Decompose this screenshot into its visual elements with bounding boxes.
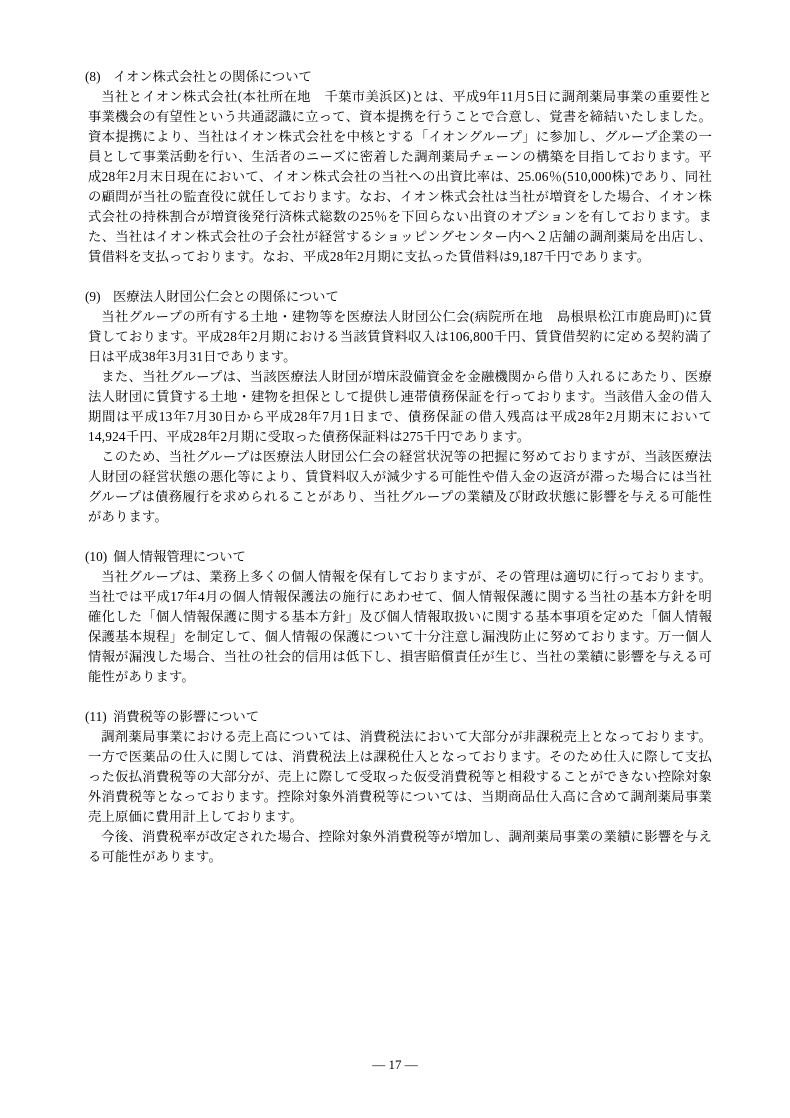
section-10-heading xyxy=(85,547,712,567)
paragraph: このため、当社グループは医療法人財団公仁会の経営状況等の把握に努めておりますが、当該医療法人財団の経営状態の悪化等により、賃貸料収入が減少する可能性や借入金の返済が滞った場合には当社グループは債務履行を求められることがあり、当社グループの業績及び財政状態に影響を与える可能性があります。 xyxy=(88,449,712,524)
paragraph: 当社グループは、業務上多くの個人情報を保有しておりますが、その管理は適切に行っております。当社では平成17年4月の個人情報保護法の施行にあわせて、個人情報保護に関する当社の基本方針を明確化した「個人情報保護に関する基本方針」及び個人情報取扱いに関する基本事項を定めた「個人情報保護基本規程」を制定して、個人情報の保護について十分注意し漏洩防止に努めております。万一個人情報が漏洩した場合、当社の社会的信用は低下し、損害賠償責任が生じ、当社の業績に影響を与える可能性があります。 xyxy=(88,569,712,684)
section-9-title: 医療法人財団公仁会との関係について xyxy=(113,289,339,304)
section-11 xyxy=(85,707,712,867)
section-8-body xyxy=(85,87,712,267)
section-8-label: (8) xyxy=(85,69,101,84)
section-8 xyxy=(85,67,712,267)
paragraph: 当社グループの所有する土地・建物等を医療法人財団公仁会(病院所在地 島根県松江市鹿島町)に賃貸しております。平成28年2月期における当該賃貸料収入は106,800千円、賃貸借契約に定める契約満了日は平成38年3月31日であります。 xyxy=(88,309,712,364)
section-11-label: (11) xyxy=(85,709,107,724)
section-10-body xyxy=(85,567,712,687)
section-10 xyxy=(85,547,712,687)
section-10-label: (10) xyxy=(85,549,108,564)
section-10-title: 個人情報管理について xyxy=(113,549,246,564)
section-9 xyxy=(85,287,712,527)
section-11-body xyxy=(85,727,712,867)
section-11-title: 消費税等の影響について xyxy=(113,709,259,724)
section-8-heading xyxy=(85,67,712,87)
section-8-title: イオン株式会社との関係について xyxy=(113,69,312,84)
section-9-heading xyxy=(85,287,712,307)
section-11-heading xyxy=(85,707,712,727)
document-content xyxy=(85,67,712,867)
page-number: ― 17 ― xyxy=(372,1057,418,1072)
paragraph: 調剤薬局事業における売上高については、消費税法において大部分が非課税売上となっております。一方で医薬品の仕入に関しては、消費税法上は課税仕入となっております。そのため仕入に際して支払った仮払消費税等の大部分が、売上に際して受取った仮受消費税等と相殺することができない控除対象外消費税等となっております。控除対象外消費税等については、当期商品仕入高に含めて調剤薬局事業売上原価に費用計上しております。 xyxy=(88,729,712,824)
section-9-body xyxy=(85,307,712,527)
paragraph: 今後、消費税率が改定された場合、控除対象外消費税等が増加し、調剤薬局事業の業績に影響を与える可能性があります。 xyxy=(88,829,712,864)
paragraph: また、当社グループは、当該医療法人財団が増床設備資金を金融機関から借り入れるにあたり、医療法人財団に賃貸する土地・建物を担保として提供し連帯債務保証を行っております。当該借入金の借入期間は平成13年7月30日から平成28年7月1日まで、債務保証の借入残高は平成28年2月期末において14,924千円、平成28年2月期に受取った債務保証料は275千円であります。 xyxy=(88,369,712,444)
section-9-label: (9) xyxy=(85,289,101,304)
paragraph: 当社とイオン株式会社(本社所在地 千葉市美浜区)とは、平成9年11月5日に調剤薬局事業の重要性と事業機会の有望性という共通認識に立って、資本提携を行うことで合意し、覚書を締結いたしました。資本提携により、当社はイオン株式会社を中核とする「イオングループ」に参加し、グループ企業の一員として事業活動を行い、生活者のニーズに密着した調剤薬局チェーンの構築を目指しております。平成28年2月末日現在において、イオン株式会社の当社への出資比率は、25.06％(510,000株)であり、同社の顧問が当社の監査役に就任しております。なお、イオン株式会社は当社が増資をした場合、イオン株式会社の持株割合が増資後発行済株式総数の25％を下回らない出資のオプションを有しております。また、当社はイオン株式会社の子会社が経営するショッピングセンター内へ２店舗の調剤薬局を出店し、賃借料を支払っております。なお、平成28年2月期に支払った賃借料は9,187千円であります。 xyxy=(88,89,712,264)
